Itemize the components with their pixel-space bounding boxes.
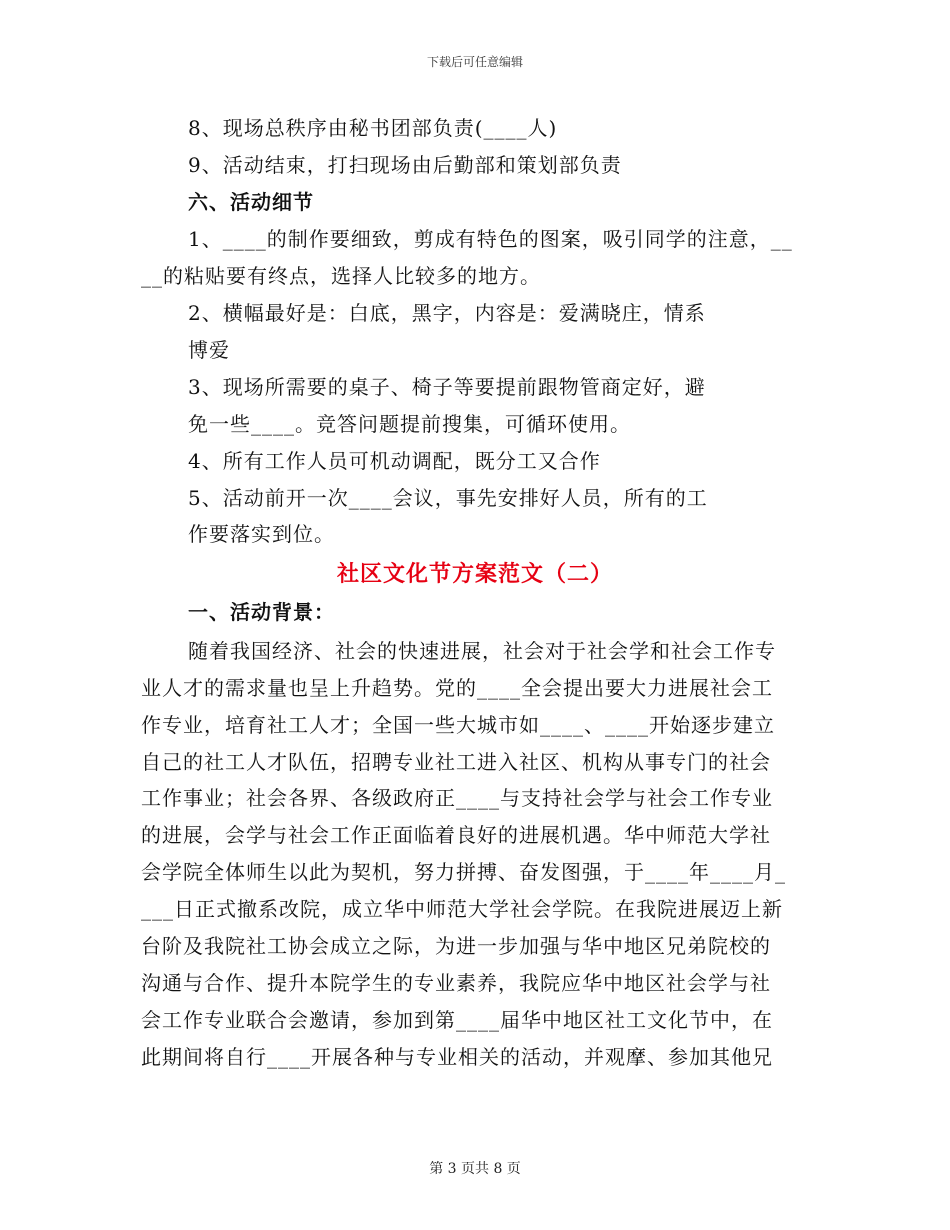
paragraph-line: 作专业，培育社工人才；全国一些大城市如____、____开始逐步建立 bbox=[141, 713, 775, 737]
detail-line: 2、横幅最好是：白底，黑字，内容是：爱满晓庄，情系 bbox=[188, 301, 706, 325]
paragraph-line: 沟通与合作、提升本院学生的专业素养，我院应华中地区社会学与社 bbox=[141, 971, 771, 995]
detail-line: 博爱 bbox=[188, 338, 230, 362]
detail-line: 1、____的制作要细致，剪成有特色的图案，吸引同学的注意，__ bbox=[188, 227, 793, 251]
paragraph-line: 随着我国经济、社会的快速进展，社会对于社会学和社会工作专 bbox=[188, 639, 776, 663]
detail-line: 免一些____。竞答问题提前搜集，可循环使用。 bbox=[188, 412, 631, 436]
paragraph-line: ___日正式撤系改院，成立华中师范大学社会学院。在我院进展迈上新 bbox=[141, 897, 783, 921]
paragraph-line: 此期间将自行____开展各种与专业相关的活动，并观摩、参加其他兄 bbox=[141, 1045, 773, 1069]
paragraph-line: 会学院全体师生以此为契机，努力拼搏、奋发图强，于____年____月_ bbox=[141, 860, 786, 884]
detail-line: 作要落实到位。 bbox=[188, 522, 335, 546]
paragraph-line: 自己的社工人才队伍，招聘专业社工进入社区、机构从事专门的社会 bbox=[141, 750, 771, 774]
paragraph-line: 业人才的需求量也呈上升趋势。党的____全会提出要大力进展社会工 bbox=[141, 676, 773, 700]
detail-line: 5、活动前开一次____会议，事先安排好人员，所有的工 bbox=[188, 486, 708, 510]
paragraph-line: 会工作专业联合会邀请，参加到第____届华中地区社工文化节中，在 bbox=[141, 1008, 773, 1032]
paragraph-line: 台阶及我院社工协会成立之际，为进一步加强与华中地区兄弟院校的 bbox=[141, 934, 771, 958]
document-title: 社区文化节方案范文（二） bbox=[336, 562, 613, 587]
page-footer: 第 3 页共 8 页 bbox=[429, 1161, 521, 1177]
page-header: 下载后可任意编辑 bbox=[426, 55, 523, 69]
detail-line: 4、所有工作人员可机动调配，既分工又合作 bbox=[188, 449, 601, 473]
list-item: 9、活动结束，打扫现场由后勤部和策划部负责 bbox=[188, 153, 622, 177]
section-heading: 一、活动背景： bbox=[188, 600, 335, 624]
detail-line: __的粘贴要有终点，选择人比较多的地方。 bbox=[141, 264, 541, 288]
section-heading: 六、活动细节 bbox=[188, 190, 314, 214]
list-item: 8、现场总秩序由秘书团部负责(____人) bbox=[188, 116, 558, 140]
detail-line: 3、现场所需要的桌子、椅子等要提前跟物管商定好，避 bbox=[188, 375, 706, 399]
paragraph-line: 工作事业；社会各界、各级政府正____与支持社会学与社会工作专业 bbox=[141, 786, 773, 810]
paragraph-line: 的进展，会学与社会工作正面临着良好的进展机遇。华中师范大学社 bbox=[141, 823, 771, 847]
